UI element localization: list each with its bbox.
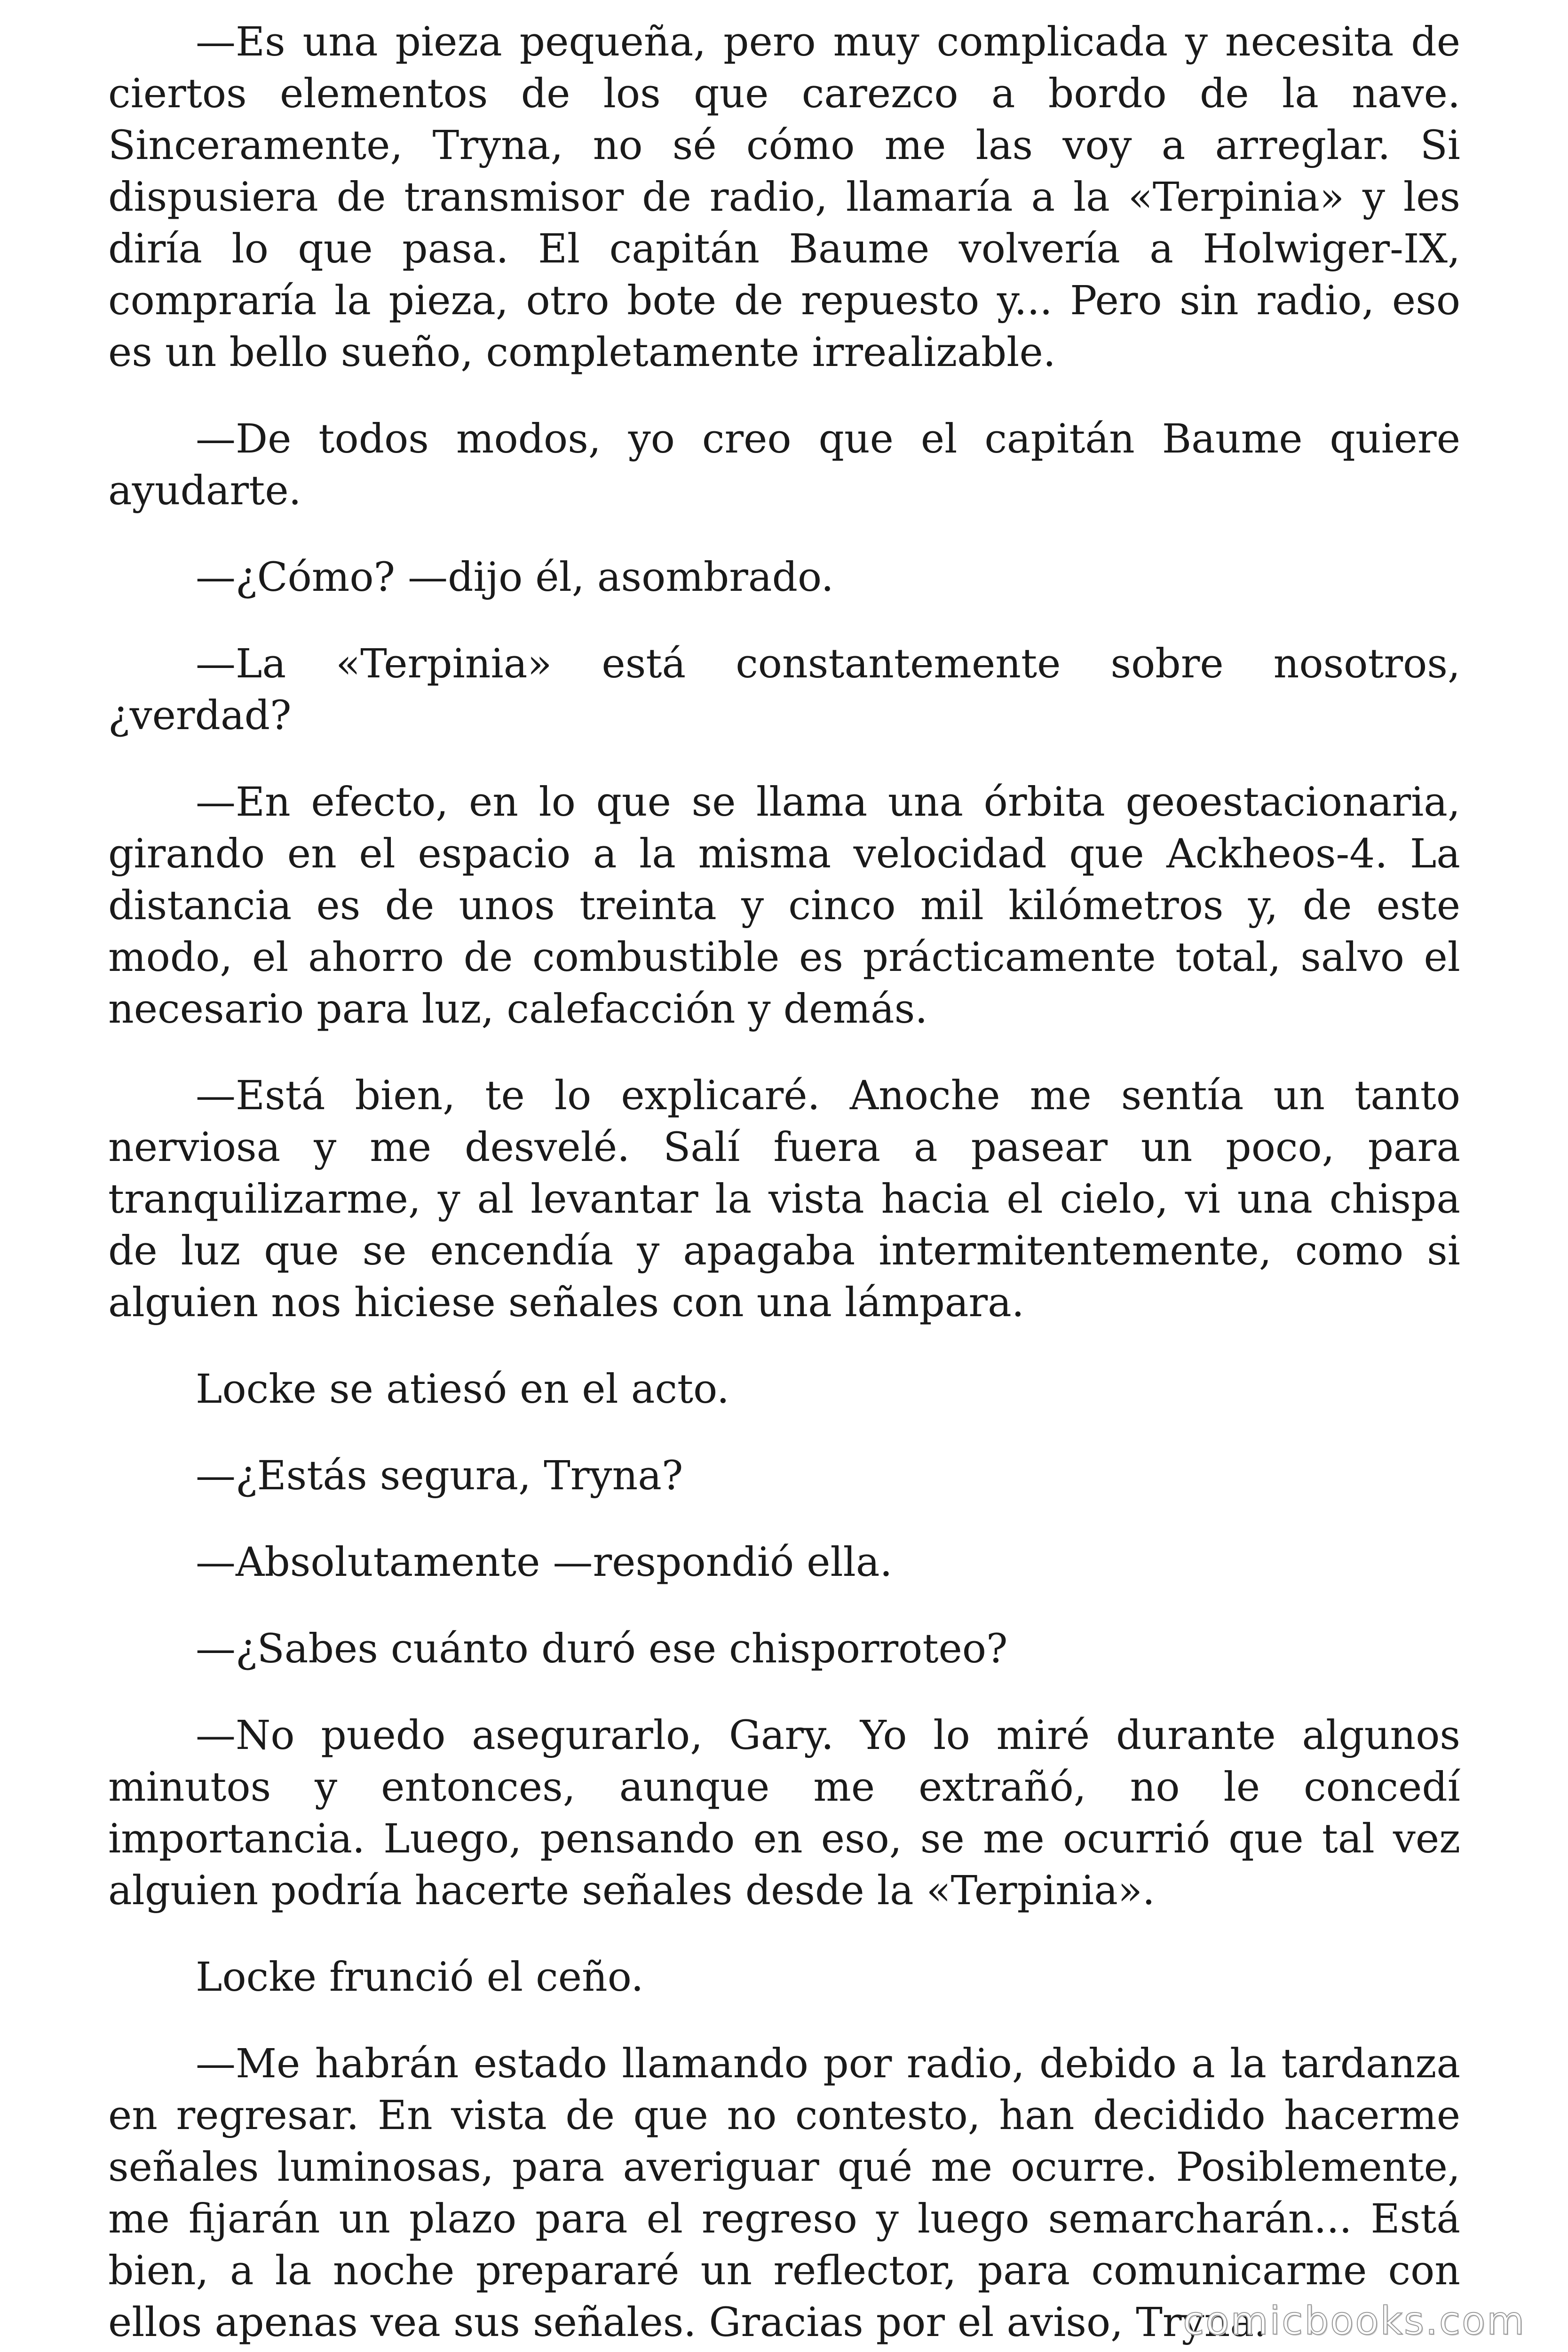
paragraph: —¿Estás segura, Tryna? xyxy=(196,1453,683,1499)
paragraph: —Absolutamente —respondió ella. xyxy=(196,1539,893,1586)
paragraph: Locke frunció el ceño. xyxy=(196,1954,644,2001)
watermark-logo: comicbooks.com xyxy=(1183,2299,1526,2344)
paragraph: —Está bien, te lo explicaré. Anoche me sentía un tanto nerviosa y me desvelé. Salí fuera a pasear un poco, para tranquilizarme, y al levantar la vista hacia el cielo, vi una chispa de luz que se encendía y apagaba intermitentemente, como si alguien nos hiciese señales con una lámpara. xyxy=(108,1073,1460,1326)
paragraph: —¿Cómo? —dijo él, asombrado. xyxy=(196,554,834,601)
paragraph: —La «Terpinia» está constantemente sobre nosotros, ¿verdad? xyxy=(108,641,1460,739)
paragraph: —Es una pieza pequeña, pero muy complicada y necesita de ciertos elementos de los que carezco a bordo de la nave. Sinceramente, Tryna, no sé cómo me las voy a arreglar. Si dispusiera de transmisor de radio, llamaría a la «Terpinia» y les diría lo que pasa. El capitán Baume volvería a Holwiger-IX, compraría la pieza, otro bote de repuesto y... Pero sin radio, eso es un bello sueño, completamente irrealizable. xyxy=(108,19,1460,376)
paragraph: —En efecto, en lo que se llama una órbita geoestacionaria, girando en el espacio a la misma velocidad que Ackheos-4. La distancia es de unos treinta y cinco mil kilómetros y, de este modo, el ahorro de combustible es prácticamente total, salvo el necesario para luz, calefacción y demás. xyxy=(108,779,1460,1033)
paragraph: Locke se atiesó en el acto. xyxy=(196,1366,729,1413)
paragraph: —Me habrán estado llamando por radio, debido a la tardanza en regresar. En vista de que no contesto, han decidido hacerme señales luminosas, para averiguar qué me ocurre. Posiblemente, me fijarán un plazo para el regreso y luego semarcharán... Está bien, a la noche prepararé un reflector, para comunicarme con ellos apenas vea sus señales. Gracias por el aviso, Tryna. xyxy=(108,2041,1460,2346)
paragraph: —No puedo asegurarlo, Gary. Yo lo miré durante algunos minutos y entonces, aunque me extrañó, no le concedí importancia. Luego, pensando en eso, se me ocurrió que tal vez alguien podría hacerte señales desde la «Terpinia». xyxy=(108,1712,1460,1914)
paragraph: —De todos modos, yo creo que el capitán Baume quiere ayudarte. xyxy=(108,416,1460,514)
page-text xyxy=(108,16,1460,2352)
paragraph: —¿Sabes cuánto duró ese chisporroteo? xyxy=(196,1626,1008,1672)
